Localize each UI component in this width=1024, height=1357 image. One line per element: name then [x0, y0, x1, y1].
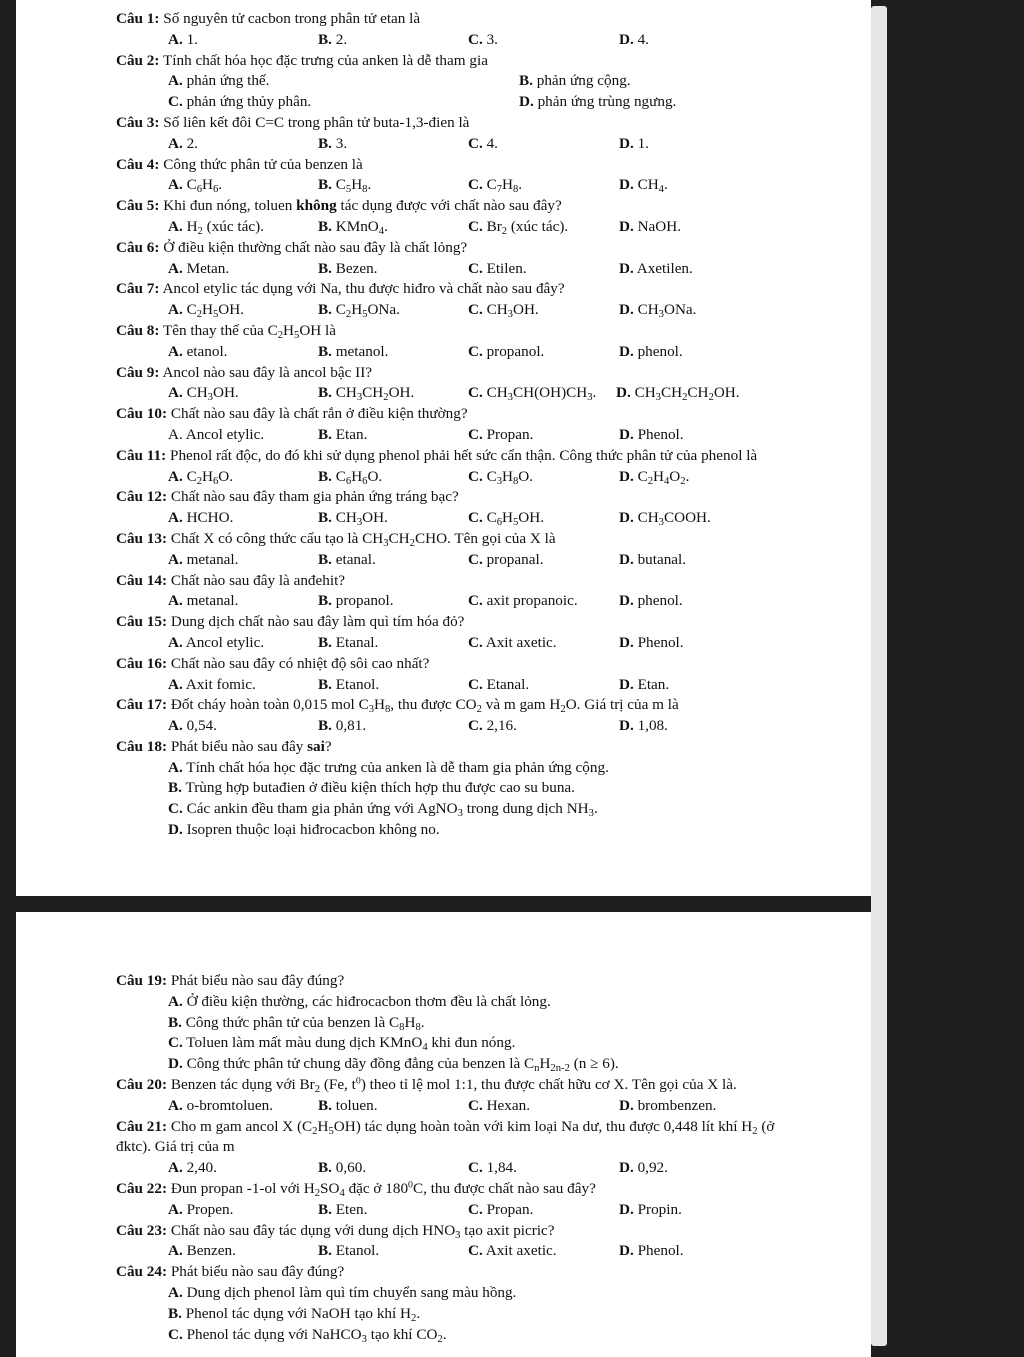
statement: A. Ở điều kiện thường, các hiđrocacbon thơm đều là chất lỏng. [168, 992, 551, 1010]
question: Câu 8: Tên thay thế của $C_2H_5OH$ là [116, 321, 337, 342]
question: Câu 12: Chất nào sau đây tham gia phản ứng tráng bạc? [116, 488, 459, 506]
options: A. etanol. B. metanol. C. propanol. D. phenol. [168, 342, 683, 360]
options: A. Metan. B. Bezen. C. Etilen. D. Axetilen. [168, 259, 693, 277]
question: Câu 5: Khi đun nóng, toluen không tác dụng được với chất nào sau đây? [116, 197, 562, 215]
options: A. 2. B. 3. C. 4. D. 1. [168, 134, 649, 152]
question: Câu 9: Ancol nào sau đây là ancol bậc II? [116, 363, 373, 381]
options: A. Propen. B. Eten. C. Propan. D. Propin. [168, 1200, 682, 1218]
options: A. 0,54. B. 0,81. C. 2,16. D. 1,08. [168, 717, 668, 735]
options: A. $C_6H_6$. B. $C_5H_8$. C. $C_7H_8$. D. $CH_4$. [168, 176, 668, 196]
statement: D. Công thức phân tử chung dãy đồng đẳng của benzen là $C_nH_{2n-2}$ (n ≥ 6). [168, 1055, 619, 1075]
document-page-1 [16, 0, 871, 896]
options: A. phản ứng thế. B. phản ứng cộng. [168, 72, 631, 90]
options: A. $H_2$ (xúc tác). B. KMnO$_4$. C. $Br_2$ (xúc tác). D. NaOH. [168, 217, 682, 238]
statement: B. Phenol tác dụng với NaOH tạo khí $H_2$. [168, 1304, 421, 1324]
options: A. metanal. B. etanal. C. propanal. D. butanal. [168, 550, 687, 568]
statement: A. Tính chất hóa học đặc trưng của anken là dễ tham gia phản ứng cộng. [168, 758, 609, 776]
question: Câu 4: Công thức phân tử của benzen là [116, 155, 363, 173]
statement: A. Dung dịch phenol làm quì tím chuyển sang màu hồng. [168, 1283, 517, 1301]
question: Câu 16: Chất nào sau đây có nhiệt độ sôi cao nhất? [116, 654, 430, 672]
options: A. Axit fomic. B. Etanol. C. Etanal. D. Etan. [168, 675, 670, 693]
question: Câu 18: Phát biểu nào sau đây sai? [116, 737, 332, 755]
document-page-2 [16, 912, 871, 1357]
statement: C. Các ankin đều tham gia phản ứng với AgNO$_3$ trong dung dịch $NH_3$. [168, 800, 598, 820]
question: Câu 13: Chất X có công thức cấu tạo là $CH_3CH_2CHO$. Tên gọi của X là [116, 529, 556, 550]
question: Câu 1: Số nguyên tử cacbon trong phân tử etan là [116, 10, 421, 27]
statement: C. Phenol tác dụng với NaHCO$_3$ tạo khí $CO_2$. [168, 1325, 447, 1345]
statement: B. Công thức phân tử của benzen là $C_8H_8$. [168, 1013, 425, 1033]
options: A. 1. B. 2. C. 3. D. 4. [168, 30, 649, 48]
question: Câu 7: Ancol etylic tác dụng với Na, thu được hiđro và chất nào sau đây? [116, 280, 565, 298]
options: C. phản ứng thủy phân. D. phản ứng trùng ngưng. [168, 93, 677, 111]
options: A. Ancol etylic. B. Etanal. C. Axit axetic. D. Phenol. [168, 633, 684, 651]
question: Câu 11: Phenol rất độc, do đó khi sử dụng phenol phải hết sức cẩn thận. Công thức phân tử của phenol là [116, 446, 758, 464]
options: A. metanal. B. propanol. C. axit propanoic. D. phenol. [168, 592, 683, 610]
scrollbar[interactable] [871, 6, 887, 1346]
question: Câu 23: Chất nào sau đây tác dụng với dung dịch $HNO_3$ tạo axit picric? [116, 1221, 555, 1241]
options: A. Ancol etylic. B. Etan. C. Propan. D. Phenol. [168, 425, 684, 443]
statement: B. Trùng hợp butađien ở điều kiện thích hợp thu được cao su buna. [168, 779, 575, 797]
options: A. 2,40. B. 0,60. C. 1,84. D. 0,92. [168, 1159, 668, 1177]
question: Câu 6: Ở điều kiện thường chất nào sau đây là chất lỏng? [116, 238, 468, 256]
question: Câu 20: Benzen tác dụng với $Br_2$ (Fe, $t^0$) theo tỉ lệ mol 1:1, thu được chất hữu cơ X. Tên gọi của X là. [116, 1075, 737, 1096]
question: Câu 21: Cho m gam ancol X $(C_2H_5OH)$ tác dụng hoàn toàn với kim loại Na dư, thu được 0,448 lít khí $H_2$ (ở đktc). Giá trị của m [116, 1117, 775, 1156]
options: A. Benzen. B. Etanol. C. Axit axetic. D. Phenol. [168, 1242, 684, 1260]
question: Câu 19: Phát biểu nào sau đây đúng? [116, 972, 345, 989]
question: Câu 3: Số liên kết đôi C=C trong phân tử buta-1,3-đien là [116, 113, 470, 131]
options: A. $C_2H_6O$. B. $C_6H_6O$. C. $C_3H_8O$. D. $C_2H_4O_2$. [168, 467, 690, 487]
options: A. o-bromtoluen. B. toluen. C. Hexan. D. brombenzen. [168, 1096, 717, 1114]
options: A. HCHO. B. $CH_3OH$. C. $C_6H_5OH$. D. $CH_3COOH$. [168, 509, 711, 529]
question: Câu 24: Phát biểu nào sau đây đúng? [116, 1263, 345, 1281]
question: Câu 14: Chất nào sau đây là anđehit? [116, 571, 346, 589]
statement: C. Toluen làm mất màu dung dịch KMnO$_4$ khi đun nóng. [168, 1034, 516, 1054]
question: Câu 22: Đun propan -1-ol với $H_2SO_4$ đặc ở $180^0C$, thu được chất nào sau đây? [116, 1179, 596, 1200]
question: Câu 17: Đốt cháy hoàn toàn 0,015 mol $C_3H_8$, thu được $CO_2$ và m gam $H_2O$. Giá trị của m là [116, 696, 679, 716]
question: Câu 10: Chất nào sau đây là chất rắn ở điều kiện thường? [116, 405, 468, 423]
statement: D. Isopren thuộc loại hiđrocacbon không no. [168, 821, 440, 839]
options: A. $CH_3OH$. B. $CH_3CH_2OH$. C. $CH_3CH(OH)CH_3$. D. $CH_3CH_2CH_2OH$. [168, 384, 740, 404]
question: Câu 2: Tính chất hóa học đặc trưng của anken là dễ tham gia [116, 51, 488, 69]
question: Câu 15: Dung dịch chất nào sau đây làm quì tím hóa đỏ? [116, 613, 465, 631]
options: A. $C_2H_5OH$. B. $C_2H_5ONa$. C. $CH_3OH$. D. $CH_3ONa$. [168, 301, 697, 321]
